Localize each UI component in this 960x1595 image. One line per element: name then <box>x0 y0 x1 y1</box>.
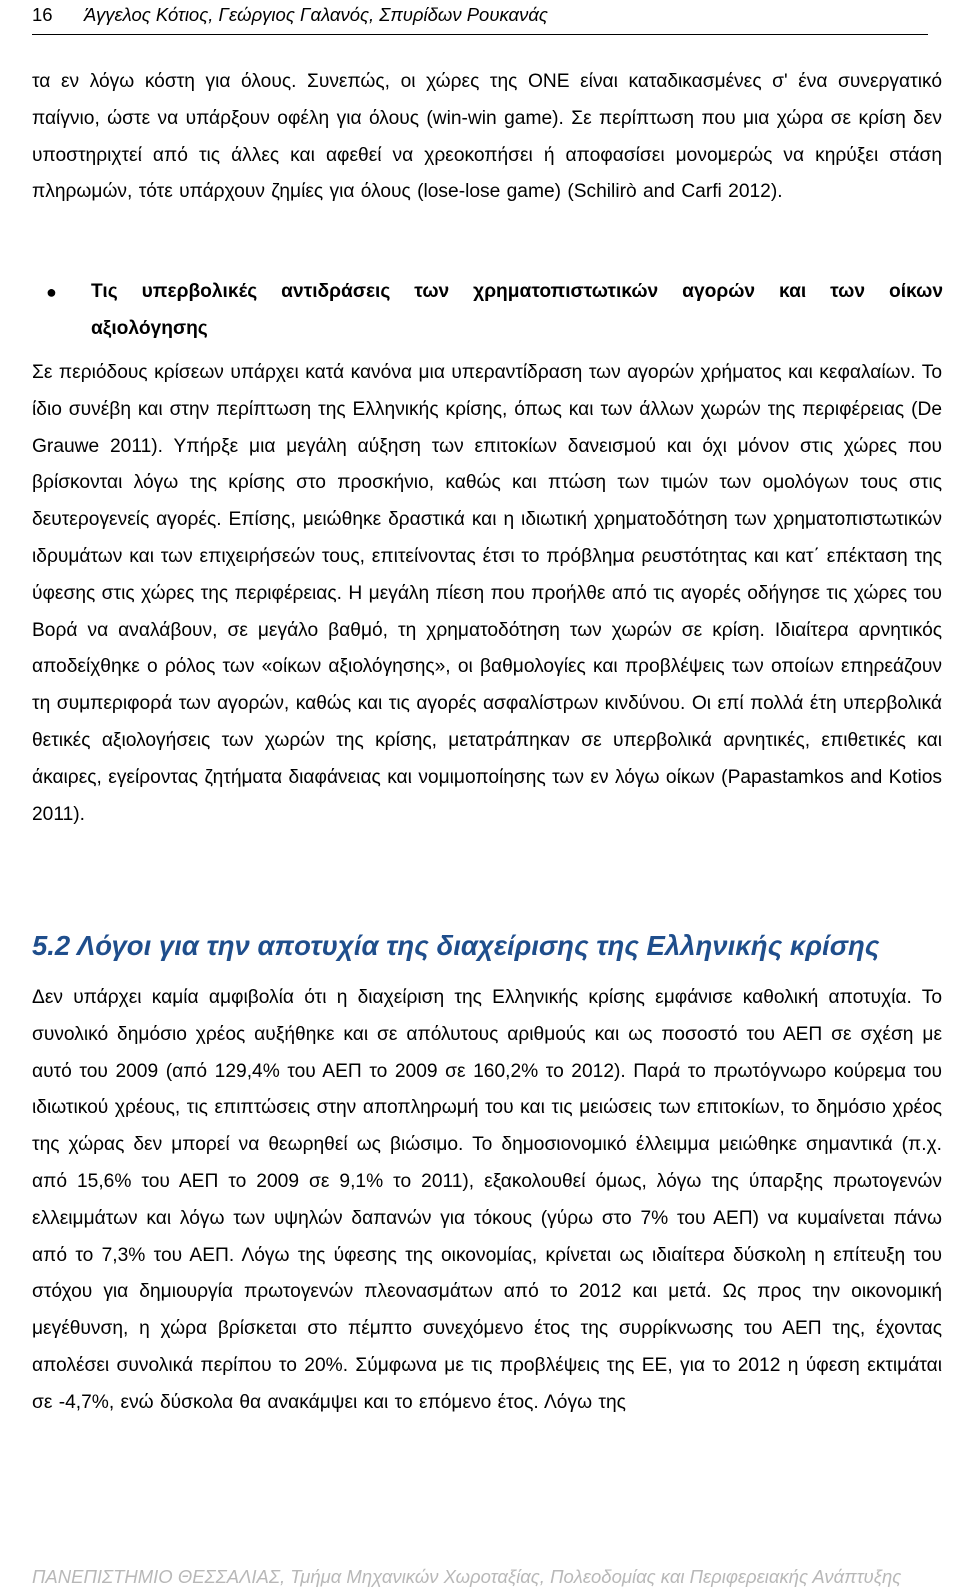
running-header <box>32 2 548 28</box>
header-divider <box>32 34 928 35</box>
bullet-icon: ● <box>46 282 57 302</box>
bullet-heading: Τις υπερβολικές αντιδράσεις των χρηματοπιστωτικών αγορών και των οίκων αξιολόγησης <box>91 281 943 339</box>
paragraph-failure: Δεν υπάρχει καμία αμφιβολία ότι η διαχείριση της Ελληνικής κρίσης εμφάνισε καθολική αποτυχία. Το συνολικό δημόσιο χρέος αυξήθηκε και σε απόλυτους αριθμούς και ως ποσοστό του ΑΕΠ σε σχέση με αυτό του 2009 (από 129,4% του ΑΕΠ το 2009 σε 160,2% το 2012). Παρά το πρωτόγνωρο κούρεμα του ιδιωτικού χρέους, τις επιπτώσεις στην αποπληρωμή του και τις μειώσεις των επιτοκίων, το δημόσιο χρέος της χώρας δεν μπορεί να θεωρηθεί ως βιώσιμο. Το δημοσιονομικό έλλειμμα μειώθηκε σημαντικά (π.χ. από 15,6% του ΑΕΠ το 2009 σε 9,1% το 2011), εξακολουθεί όμως, λόγω της ύπαρξης πρωτογενών ελλειμμάτων και λόγω των υψηλών δαπανών για τόκους (γύρω στο 7% του ΑΕΠ) να κυμαίνεται πάνω από το 7,3% του ΑΕΠ. Λόγω της ύφεσης της οικονομίας, κρίνεται ως ιδιαίτερα δύσκολη η επίτευξη του στόχου για δημιουργία πρωτογενών πλεονασμάτων από το 2012 και μετά. Ως προς την οικονομική μεγέθυνση, η χώρα βρίσκεται στο πέμπτο συνεχόμενο έτος της συρρίκνωσης του ΑΕΠ της, έχοντας απολέσει συνολικά περίπου το 20%. Σύμφωνα με τις προβλέψεις της ΕΕ, για το 2012 η ύφεση εκτιμάται σε -4,7%, ενώ δύσκολα θα ανακάμψει και το επόμενο έτος. Λόγω της <box>32 987 942 1413</box>
page-number: 16 <box>32 4 53 25</box>
paragraph-intro: τα εν λόγω κόστη για όλους. Συνεπώς, οι χώρες της ΟΝΕ είναι καταδικασμένες σ' ένα συνεργατικό παίγνιο, ώστε να υπάρξουν οφέλη για όλους (win-win game). Σε περίπτωση που μια χώρα σε κρίση δεν υποστηριχτεί από τις άλλες και αφεθεί να χρεοκοπήσει ή αποφασίσει μονομερώς να κηρύξει στάση πληρωμών, τότε υπάρχουν ζημίες για όλους (lose-lose game) (Schilirò and Carfi 2012). <box>32 71 942 203</box>
header-authors: Άγγελος Κότιος, Γεώργιος Γαλανός, Σπυρίδων Ρουκανάς <box>84 4 548 25</box>
section-heading: 5.2 Λόγοι για την αποτυχία της διαχείρισης της Ελληνικής κρίσης <box>32 930 880 961</box>
footer-institution: ΠΑΝΕΠΙΣΤΗΜΙΟ ΘΕΣΣΑΛΙΑΣ, Τμήμα Μηχανικών Χωροταξίας, Πολεοδομίας και Περιφερειακής Ανάπτυξης <box>32 1566 902 1587</box>
paragraph-markets: Σε περιόδους κρίσεων υπάρχει κατά κανόνα μια υπεραντίδραση των αγορών χρήματος και κεφαλαίων. Το ίδιο συνέβη και στην περίπτωση της Ελληνικής κρίσης, όπως και των άλλων χωρών της περιφέρειας (De Grauwe 2011). Υπήρξε μια μεγάλη αύξηση των επιτοκίων δανεισμού και όχι μόνον στις χώρες που βρίσκονται λόγω της κρίσης στο προσκήνιο, καθώς και πτώση των τιμών των ομολόγων τους στις δευτερογενείς αγορές. Επίσης, μειώθηκε δραστικά και η ιδιωτική χρηματοδότηση των χρηματοπιστωτικών ιδρυμάτων και των επιχειρήσεών τους, επιτείνοντας έτσι το πρόβλημα ρευστότητας και κατ΄ επέκταση της ύφεσης στις χώρες της περιφέρειας. Η μεγάλη πίεση που προήλθε από τις αγορές οδήγησε τις χώρες του Βορά να αναλάβουν, σε μεγάλο βαθμό, τη χρηματοδότηση των χωρών σε κρίση. Ιδιαίτερα αρνητικός αποδείχθηκε ο ρόλος των «οίκων αξιολόγησης», οι βαθμολογίες και προβλέψεις των οποίων επηρεάζουν τη συμπεριφορά των αγορών, καθώς και τις αγορές ασφαλίστρων κινδύνου. Οι επί πολλά έτη υπερβολικά θετικές αξιολογήσεις των χωρών της κρίσης, μετατράπηκαν σε υπερβολικά αρνητικές, επιθετικές και άκαιρες, εγείροντας ζητήματα διαφάνειας και νομιμοποίησης των εν λόγω οίκων (Papastamkos and Kotios 2011). <box>32 362 942 825</box>
